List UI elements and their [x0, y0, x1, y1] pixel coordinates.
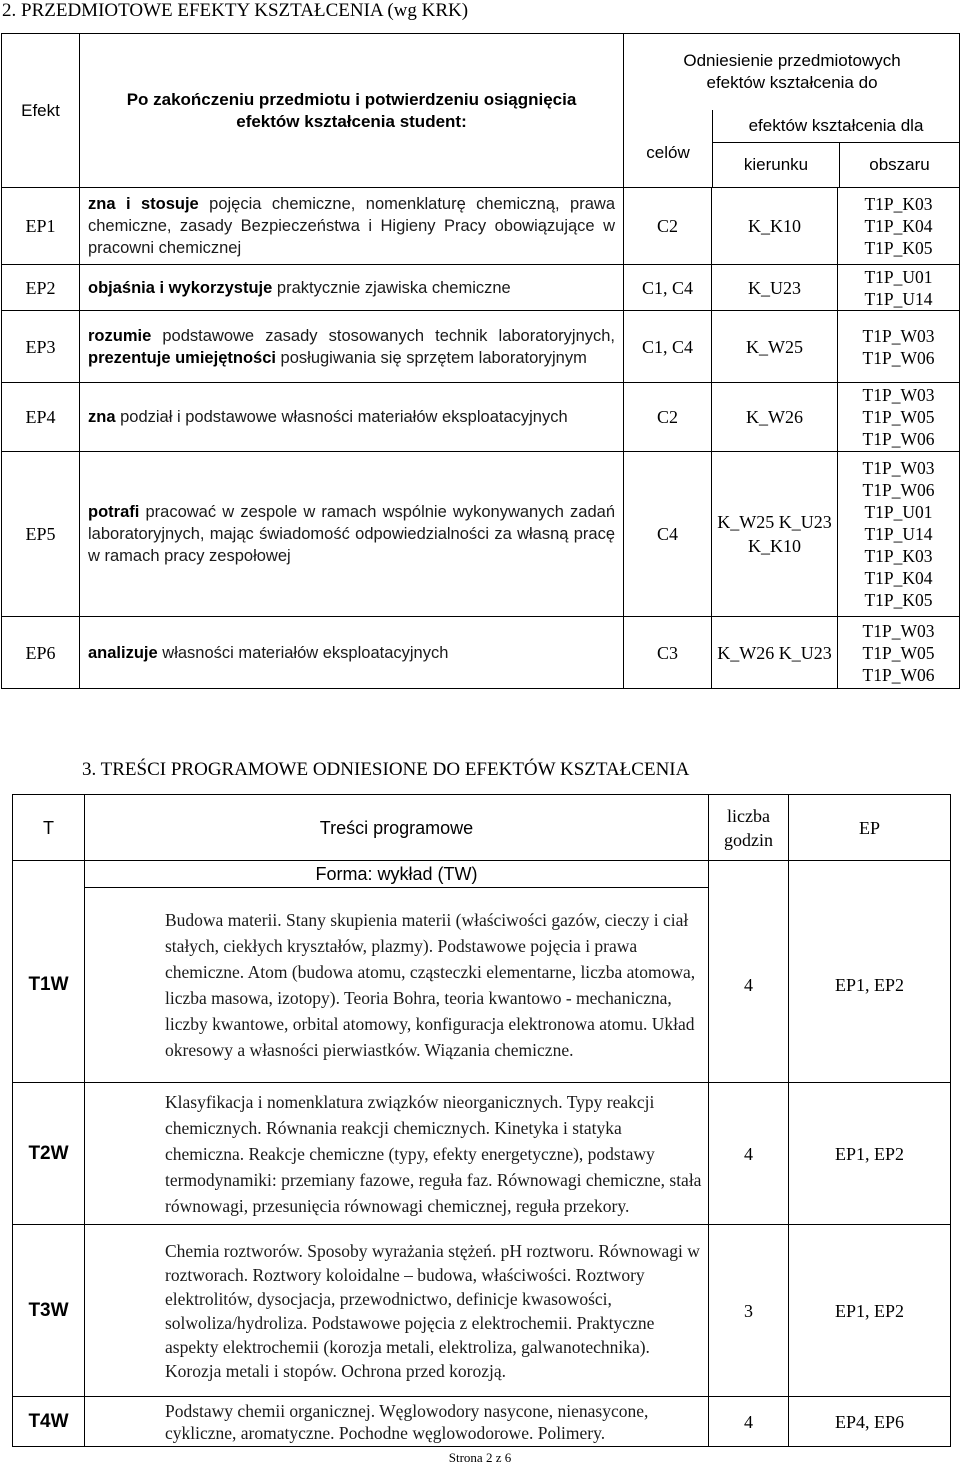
content-row [13, 1225, 951, 1397]
content-hours: 4 [709, 888, 789, 1083]
effect-code: EP5 [2, 452, 80, 617]
effect-obszaru: T1P_W03 T1P_W06 [838, 311, 960, 383]
effect-cele: C2 [624, 383, 712, 452]
content-code: T1W [13, 888, 85, 1083]
content-hours: 4 [709, 1397, 789, 1447]
content-code: T3W [13, 1225, 85, 1397]
effect-description: zna podział i podstawowe własności materiałów eksploatacyjnych [80, 383, 624, 452]
effect-code: EP2 [2, 265, 80, 311]
section-2-title: 2. PRZEDMIOTOWE EFEKTY KSZTAŁCENIA (wg KRK) [2, 0, 469, 21]
content-code: T4W [13, 1397, 85, 1447]
effect-kierunku: K_W25 K_U23 K_K10 [712, 452, 838, 617]
effect-kierunku: K_W26 K_U23 [712, 617, 838, 689]
header-efekt: Efekt [2, 34, 80, 188]
effect-kierunku: K_U23 [712, 265, 838, 311]
effect-cele: C1, C4 [624, 311, 712, 383]
header-kierunku: kierunku [713, 143, 840, 187]
effect-cele: C4 [624, 452, 712, 617]
effect-kierunku: K_W26 [712, 383, 838, 452]
effect-cele: C1, C4 [624, 265, 712, 311]
effect-row [2, 452, 960, 617]
header-ep: EP [789, 795, 951, 861]
effects-header-row [2, 34, 960, 188]
effect-obszaru: T1P_W03 T1P_W05 T1P_W06 [838, 617, 960, 689]
content-row [13, 1083, 951, 1225]
content-row [13, 888, 951, 1083]
effect-obszaru: T1P_U01 T1P_U14 [838, 265, 960, 311]
program-content-table [12, 794, 951, 1447]
header-student: Po zakończeniu przedmiotu i potwierdzeniu osiągnięcia efektów kształcenia student: [80, 34, 624, 188]
header-odniesienie-group [624, 34, 960, 188]
effect-description: potrafi pracować w zespole w ramach wspólnie wykonywanych zadań laboratoryjnych, mając świadomość odpowiedzialności za własną pracę w ramach pracy zespołowej [80, 452, 624, 617]
header-odniesienie: Odniesienie przedmiotowych efektów kształcenia do [625, 34, 959, 110]
content-text: Budowa materii. Stany skupienia materii (właściwości gazów, cieczy i ciał stałych, ciekłych kryształów, plazmy). Podstawowe pojęcia i prawa chemiczne. Atom (budowa atomu, cząsteczki elementarne, liczba atomowa, liczba masowa, izotopy). Teoria Bohra, teoria kwantowo - mechaniczna, liczby kwantowe, orbital atomowy, konfiguracja elektronowa atomu. Układ okresowy a własności pierwiastków. Wiązania chemiczne. [85, 888, 709, 1083]
section-3-title: 3. TREŚCI PROGRAMOWE ODNIESIONE DO EFEKTÓW KSZTAŁCENIA [82, 759, 690, 780]
effect-description: analizuje własności materiałów eksploatacyjnych [80, 617, 624, 689]
header-efektow-dla: efektów kształcenia dla [713, 110, 959, 143]
effect-description: zna i stosuje pojęcia chemiczne, nomenklaturę chemiczną, prawa chemiczne, zasady Bezpieczeństwa i Higieny Pracy obowiązujące w pracowni chemicznej [80, 188, 624, 265]
effect-cele: C2 [624, 188, 712, 265]
effect-obszaru: T1P_W03 T1P_W05 T1P_W06 [838, 383, 960, 452]
effect-row [2, 311, 960, 383]
effect-kierunku: K_K10 [712, 188, 838, 265]
content-code: T2W [13, 1083, 85, 1225]
header-obszaru: obszaru [869, 155, 930, 174]
effect-row [2, 617, 960, 689]
effect-kierunku: K_W25 [712, 311, 838, 383]
effect-description: rozumie podstawowe zasady stosowanych technik laboratoryjnych, prezentuje umiejętności posługiwania się sprzętem laboratoryjnym [80, 311, 624, 383]
content-ep: EP1, EP2 [789, 1225, 951, 1397]
effect-code: EP4 [2, 383, 80, 452]
content-row [13, 1397, 951, 1447]
effect-code: EP3 [2, 311, 80, 383]
content-hours: 3 [709, 1225, 789, 1397]
effect-row [2, 383, 960, 452]
content-text: Chemia roztworów. Sposoby wyrażania stężeń. pH roztworu. Równowagi w roztworach. Roztwory koloidalne – budowa, właściwości. Roztwory elektrolitów, dysocjacja, przewodnictwo, definicje kwasowości, solwoliza/hydroliza. Podstawowe pojęcia z elektrochemii. Praktyczne aspekty elektrochemii (korozja metali, elektroliza, galwanotechnika). Korozja metali i stopów. Ochrona przed korozją. [85, 1225, 709, 1397]
effect-row [2, 188, 960, 265]
header-tresci: Treści programowe [85, 795, 709, 861]
header-celow: celów [646, 142, 690, 162]
effect-description: objaśnia i wykorzystuje praktycznie zjawiska chemiczne [80, 265, 624, 311]
content-hours: 4 [709, 1083, 789, 1225]
content-ep: EP1, EP2 [789, 888, 951, 1083]
effect-code: EP6 [2, 617, 80, 689]
content-text: Podstawy chemii organicznej. Węglowodory nasycone, nienasycone, cykliczne, aromatyczne. Pochodne węglowodorowe. Polimery. [85, 1397, 709, 1447]
content-header-row [13, 795, 951, 861]
content-ep: EP4, EP6 [789, 1397, 951, 1447]
header-liczba-godzin: liczba godzin [709, 795, 789, 861]
page-footer: Strona 2 z 6 [448, 1450, 512, 1465]
forma-label: Forma: wykład (TW) [85, 861, 709, 888]
content-text: Klasyfikacja i nomenklatura związków nieorganicznych. Typy reakcji chemicznych. Równania reakcji chemicznych. Kinetyka i statyka chemiczna. Reakcje chemiczne (typy, efekty energetyczne), podstawy termodynamiki: przemiany fazowe, reguła faz. Równowagi chemiczne, stała równowagi, przesunięcia równowagi chemicznej, reguła przekory. [85, 1083, 709, 1225]
content-ep: EP1, EP2 [789, 1083, 951, 1225]
effect-obszaru: T1P_W03 T1P_W06 T1P_U01 T1P_U14 T1P_K03 T1P_K04 T1P_K05 [838, 452, 960, 617]
effects-table [1, 33, 960, 689]
effect-cele: C3 [624, 617, 712, 689]
effect-row [2, 265, 960, 311]
effect-code: EP1 [2, 188, 80, 265]
header-t: T [13, 795, 85, 861]
effect-obszaru: T1P_K03 T1P_K04 T1P_K05 [838, 188, 960, 265]
forma-row [13, 861, 951, 888]
